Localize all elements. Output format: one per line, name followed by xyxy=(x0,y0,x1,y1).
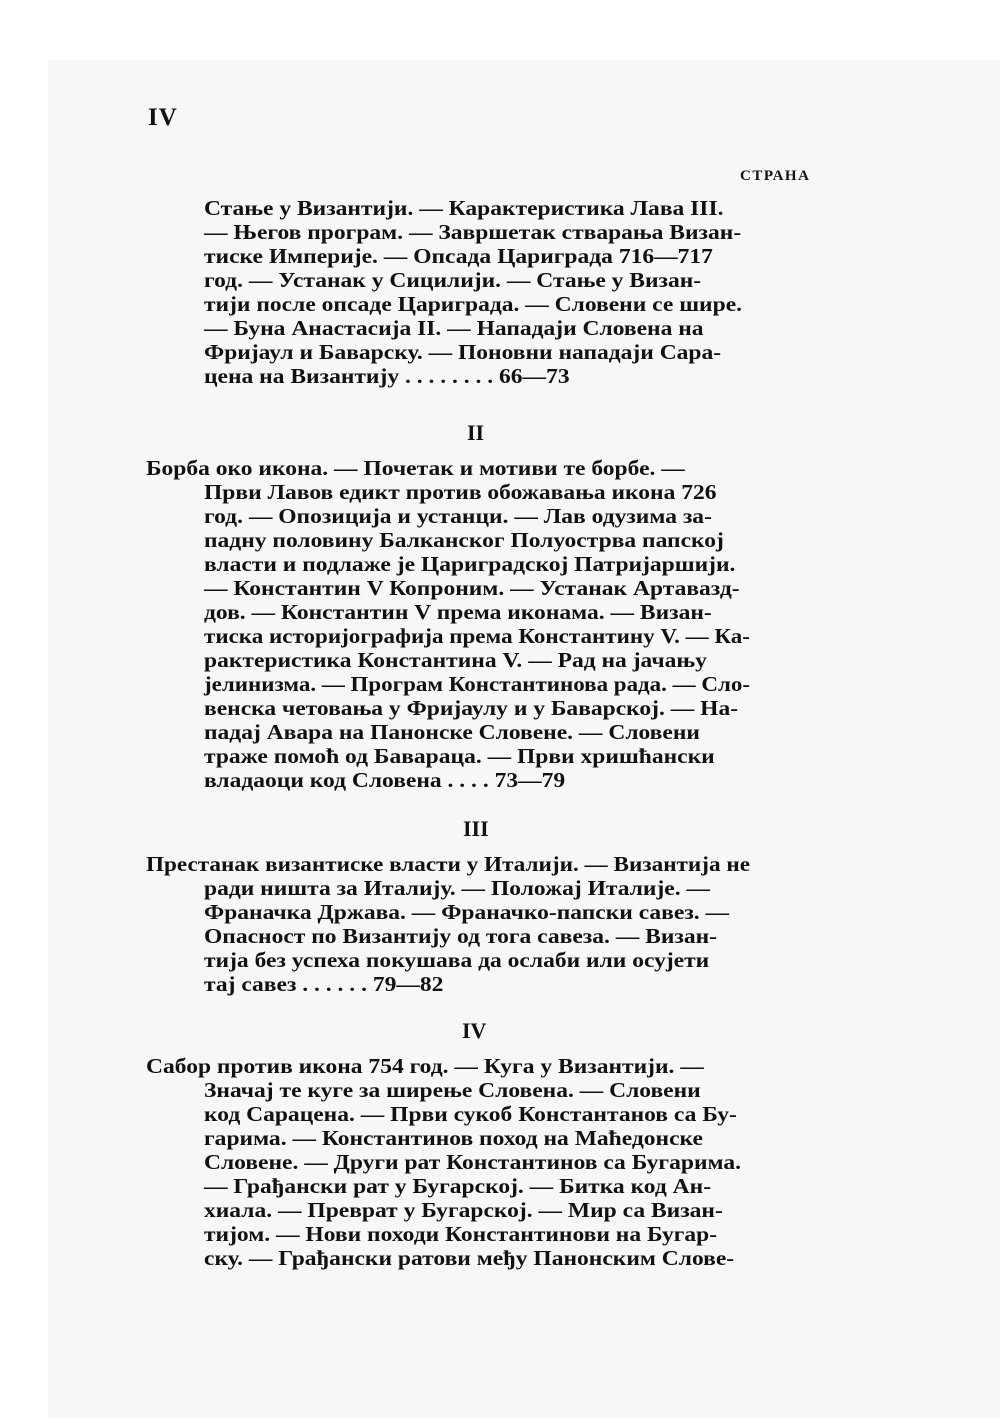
page-column-header: СТРАНА xyxy=(740,168,811,184)
toc-line: тај савез . . . . . . 79—82 xyxy=(204,972,444,996)
toc-line: гарима. — Константинов поход на Маћедонске xyxy=(204,1126,703,1150)
toc-line: — Његов програм. — Завршетак стварања Визан- xyxy=(204,220,742,244)
toc-line: ради ништа за Италију. — Положај Италије. — xyxy=(204,876,710,900)
toc-line: траже помоћ од Бавараца. — Први хришћански xyxy=(204,744,715,768)
toc-line: Значај те куге за ширење Словена. — Словени xyxy=(204,1078,701,1102)
toc-line: Борба око икона. — Почетак и мотиви те борбе. — xyxy=(146,456,685,480)
toc-line: дов. — Константин V према иконама. — Визан- xyxy=(204,600,712,624)
section-numeral: II xyxy=(467,420,485,445)
toc-line: падај Авара на Панонске Словене. — Словени xyxy=(204,720,700,744)
toc-line: — Константин V Копроним. — Устанак Артавазд- xyxy=(204,576,740,600)
toc-line: рактеристика Константина V. — Рад на јачању xyxy=(204,648,707,672)
toc-line: год. — Устанак у Сицилији. — Стање у Визан- xyxy=(204,268,702,292)
toc-line: Престанак византиске власти у Италији. — Византија не xyxy=(146,852,751,876)
toc-line: Стање у Византији. — Карактеристика Лава III. xyxy=(204,196,724,220)
toc-line: Сабор против икона 754 год. — Куга у Византији. — xyxy=(146,1054,704,1078)
toc-line: јелинизма. — Програм Константинова рада. — Сло- xyxy=(204,672,750,696)
page-number: IV xyxy=(148,104,178,131)
toc-line: власти и подлаже је Цариградској Патријаршији. xyxy=(204,552,736,576)
toc-line: тиске Империје. — Опсада Цариграда 716—717 xyxy=(204,244,713,268)
toc-line: тијом. — Нови походи Константинови на Бугар- xyxy=(204,1222,718,1246)
toc-line: Опасност по Византију од тога савеза. — Визан- xyxy=(204,924,718,948)
toc-line: — Буна Анастасија II. — Нападаји Словена на xyxy=(204,316,704,340)
toc-line: венска четовања у Фријаулу и у Баварској. — На- xyxy=(204,696,739,720)
toc-line: Фријаул и Баварску. — Поновни нападаји Сара- xyxy=(204,340,722,364)
section-numeral: IV xyxy=(462,1018,487,1043)
toc-line: падну половину Балканског Полуострва папској xyxy=(204,528,724,552)
toc-line: ску. — Грађански ратови међу Панонским Слове- xyxy=(204,1246,735,1270)
toc-line: Словене. — Други рат Константинов са Бугарима. xyxy=(204,1150,742,1174)
toc-line: владаоци код Словена . . . . 73—79 xyxy=(204,768,566,792)
toc-line: код Сарацена. — Први сукоб Константанов са Бу- xyxy=(204,1102,737,1126)
toc-line: Први Лавов едикт против обожавања икона 726 xyxy=(204,480,717,504)
section-numeral: III xyxy=(463,816,489,841)
toc-line: цена на Византију . . . . . . . . 66—73 xyxy=(204,364,570,388)
toc-line: год. — Опозиција и устанци. — Лав одузима за- xyxy=(204,504,712,528)
toc-line: тија без успеха покушава да ослаби или осујети xyxy=(204,948,710,972)
toc-line: хиала. — Преврат у Бугарској. — Мир са Визан- xyxy=(204,1198,723,1222)
toc-line: Франачка Држава. — Франачко-папски савез. — xyxy=(204,900,730,924)
toc-line: тији после опсаде Цариграда. — Словени се шире. xyxy=(204,292,743,316)
toc-line: — Грађански рат у Бугарској. — Битка код Ан- xyxy=(204,1174,712,1198)
toc-line: тиска историјографија према Константину V. — Ка- xyxy=(204,624,750,648)
